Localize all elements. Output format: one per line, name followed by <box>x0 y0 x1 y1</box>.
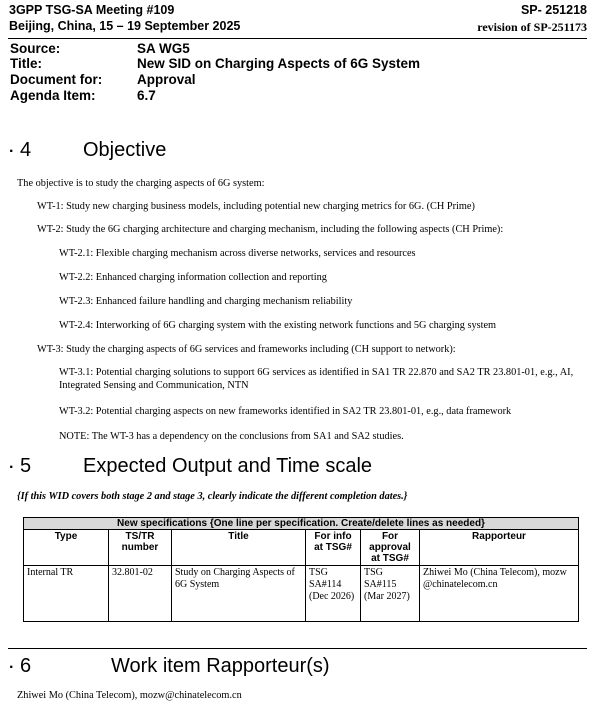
cell-number: 32.801-02 <box>109 566 172 622</box>
new-specifications-table <box>23 517 579 622</box>
heading-bullet-icon: · <box>9 459 15 476</box>
objective-wt21: WT-2.1: Flexible charging mechanism across diverse networks, services and resources <box>59 248 416 259</box>
objective-wt3: WT-3: Study the charging aspects of 6G services and frameworks including (CH support to network): <box>37 344 456 355</box>
objective-note: NOTE: The WT-3 has a dependency on the conclusions from SA1 and SA2 studies. <box>59 431 404 442</box>
meeting-title: 3GPP TSG-SA Meeting #109 <box>9 3 175 17</box>
objective-wt1: WT-1: Study new charging business models, including potential new charging metrics for 6G. (CH Prime) <box>37 201 475 212</box>
table-row <box>24 566 579 622</box>
objective-intro: The objective is to study the charging aspects of 6G system: <box>17 178 265 189</box>
section-5-heading <box>9 455 462 481</box>
cell-rapporteur: Zhiwei Mo (China Telecom), mozw@chinatelecom.cn <box>420 566 579 622</box>
header-divider <box>8 38 587 39</box>
column-header-number: TS/TR number <box>109 530 172 566</box>
column-header-approval: For approval at TSG# <box>361 530 420 566</box>
meeting-location-dates: Beijing, China, 15 – 19 September 2025 <box>9 19 241 33</box>
objective-wt31: WT-3.1: Potential charging solutions to support 6G services as identified in SA1 TR 22.870 and SA2 TR 23.801-01, e.g., AI, Integrated Sensing and Communication, NTN <box>59 367 574 391</box>
cell-info: TSG SA#114 (Dec 2026) <box>306 566 361 622</box>
source-value: SA WG5 <box>137 41 190 56</box>
document-number: SP- 251218 <box>520 3 587 17</box>
section-4-heading <box>9 139 312 165</box>
document-for-value: Approval <box>137 72 196 87</box>
section-divider <box>8 648 587 649</box>
section-title: Work item Rapporteur(s) <box>111 655 330 677</box>
column-header-rapporteur: Rapporteur <box>420 530 579 566</box>
section-title: Expected Output and Time scale <box>83 455 373 477</box>
section-number: 6 <box>20 655 32 677</box>
objective-wt22: WT-2.2: Enhanced charging information collection and reporting <box>59 272 327 283</box>
table-caption: New specifications {One line per specification. Create/delete lines as needed} <box>24 518 579 530</box>
column-header-title: Title <box>172 530 306 566</box>
title-label: Title: <box>10 56 43 71</box>
section-number: 4 <box>20 139 32 161</box>
objective-wt24: WT-2.4: Interworking of 6G charging system with the existing network functions and 5G charging system <box>59 320 497 331</box>
objective-wt32: WT-3.2: Potential charging aspects on new frameworks identified in SA2 TR 23.801-01, e.g., data framework <box>59 406 512 417</box>
objective-wt2: WT-2: Study the 6G charging architecture and charging mechanism, including the following aspects (CH Prime): <box>37 224 504 235</box>
revision-of: revision of SP-251173 <box>477 20 587 34</box>
cell-approval: TSG SA#115 (Mar 2027) <box>361 566 420 622</box>
section-number: 5 <box>20 455 32 477</box>
document-for-label: Document for: <box>10 72 103 87</box>
rapporteur-text: Zhiwei Mo (China Telecom), mozw@chinatelecom.cn <box>17 690 242 701</box>
output-instruction: {If this WID covers both stage 2 and stage 3, clearly indicate the different completion dates.} <box>17 491 408 502</box>
section-title: Objective <box>83 139 167 161</box>
section-6-heading <box>9 655 412 681</box>
column-header-type: Type <box>24 530 109 566</box>
agenda-item-label: Agenda Item: <box>10 88 96 103</box>
heading-bullet-icon: · <box>9 659 15 676</box>
agenda-item-value: 6.7 <box>137 88 156 103</box>
source-label: Source: <box>10 41 61 56</box>
objective-wt23: WT-2.3: Enhanced failure handling and charging mechanism reliability <box>59 296 353 307</box>
heading-bullet-icon: · <box>9 143 15 160</box>
cell-title: Study on Charging Aspects of 6G System <box>172 566 306 622</box>
cell-type: Internal TR <box>24 566 109 622</box>
column-header-info: For info at TSG# <box>306 530 361 566</box>
title-value: New SID on Charging Aspects of 6G System <box>137 56 421 71</box>
